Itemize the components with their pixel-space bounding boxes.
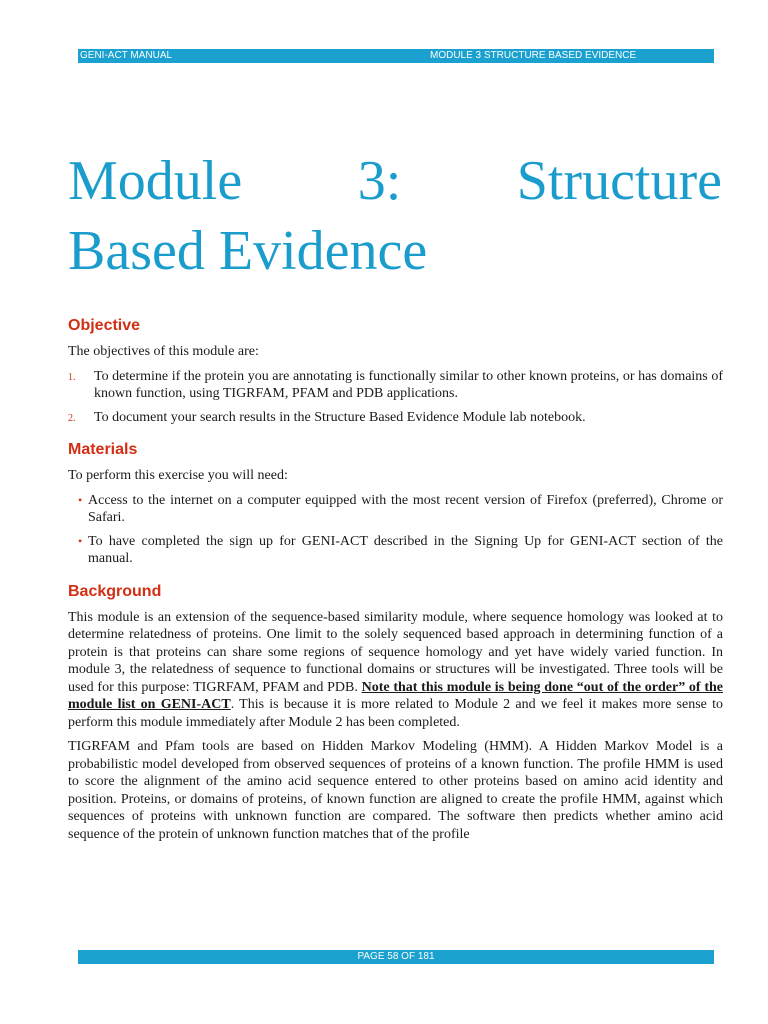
- materials-item: [68, 533, 723, 568]
- objective-item-text: To determine if the protein you are annotating is functionally similar to other known proteins, or has domains of known function, using TIGRFAM, PFAM and PDB applications.: [94, 368, 723, 401]
- background-p1-emphasis: Note that this module is being done “out of the order” of the module list on GENI-ACT: [68, 679, 723, 712]
- objective-item: [68, 368, 723, 403]
- title-word-structure: Structure: [516, 150, 722, 212]
- background-paragraph-2: TIGRFAM and Pfam tools are based on Hidden Markov Modeling (HMM). A Hidden Markov Model is a probabilistic model developed from observed sequences of proteins of a known function. The profile HMM is used to score the alignment of the amino acid sequence entered to other proteins based on amino acid identity and position. Proteins, or domains of proteins, of known function are aligned to create the profile HMM, against which sequences of proteins with unknown function are compared. The software then predicts whether amino acid sequence of the protein of unknown function matches that of the profile: [68, 739, 723, 842]
- bullet-icon: •: [78, 533, 83, 548]
- objective-intro: The objectives of this module are:: [68, 344, 259, 359]
- materials-heading: Materials: [68, 441, 138, 458]
- materials-item: [68, 492, 723, 527]
- background-p1-text: This module is an extension of the sequence-based similarity module, where sequence homology was looked at to determine relatedness of proteins. One limit to the solely sequenced based approach in determining function of a protein is that proteins can share some regions of sequence homology and yet have widely varied function. In module 3, the relatedness of sequence to functional domains or structures will be investigated. Three tools will be used for this purpose: TIGRFAM, PFAM and PDB.: [68, 609, 723, 695]
- page-number: PAGE 58 OF 181: [357, 951, 435, 962]
- materials-list: [68, 492, 723, 568]
- materials-intro: To perform this exercise you will need:: [68, 468, 288, 483]
- objective-list: [68, 368, 723, 427]
- page-number-footer: [78, 950, 714, 964]
- header-module-title: MODULE 3 STRUCTURE BASED EVIDENCE: [430, 50, 637, 61]
- title-word-number: 3:: [357, 150, 402, 212]
- objective-item-number: 2.: [68, 412, 76, 424]
- objective-item-text: To document your search results in the Structure Based Evidence Module lab notebook.: [94, 409, 586, 425]
- background-paragraph-1: [68, 609, 723, 732]
- objective-item: [68, 409, 723, 427]
- materials-item-text: Access to the internet on a computer equipped with the most recent version of Firefox (preferred), Chrome or Safari.: [88, 492, 723, 525]
- title-line-1: [68, 146, 722, 216]
- page-content: [68, 316, 723, 850]
- materials-item-text: To have completed the sign up for GENI-ACT described in the Signing Up for GENI-ACT section of the manual.: [88, 533, 723, 566]
- background-p1-text-end: . This is because it is more related to Module 2 and we feel it makes more sense to perform this module immediately after Module 2 has been completed.: [68, 697, 723, 730]
- bullet-icon: •: [78, 492, 83, 507]
- header-manual-title: GENI-ACT MANUAL: [80, 50, 173, 61]
- objective-heading: Objective: [68, 317, 141, 334]
- title-line-2: Based Evidence: [68, 220, 428, 282]
- objective-item-number: 1.: [68, 371, 76, 383]
- title-word-module: Module: [68, 150, 243, 212]
- page-title: [68, 146, 722, 286]
- background-heading: Background: [68, 582, 162, 600]
- running-header: [78, 49, 714, 63]
